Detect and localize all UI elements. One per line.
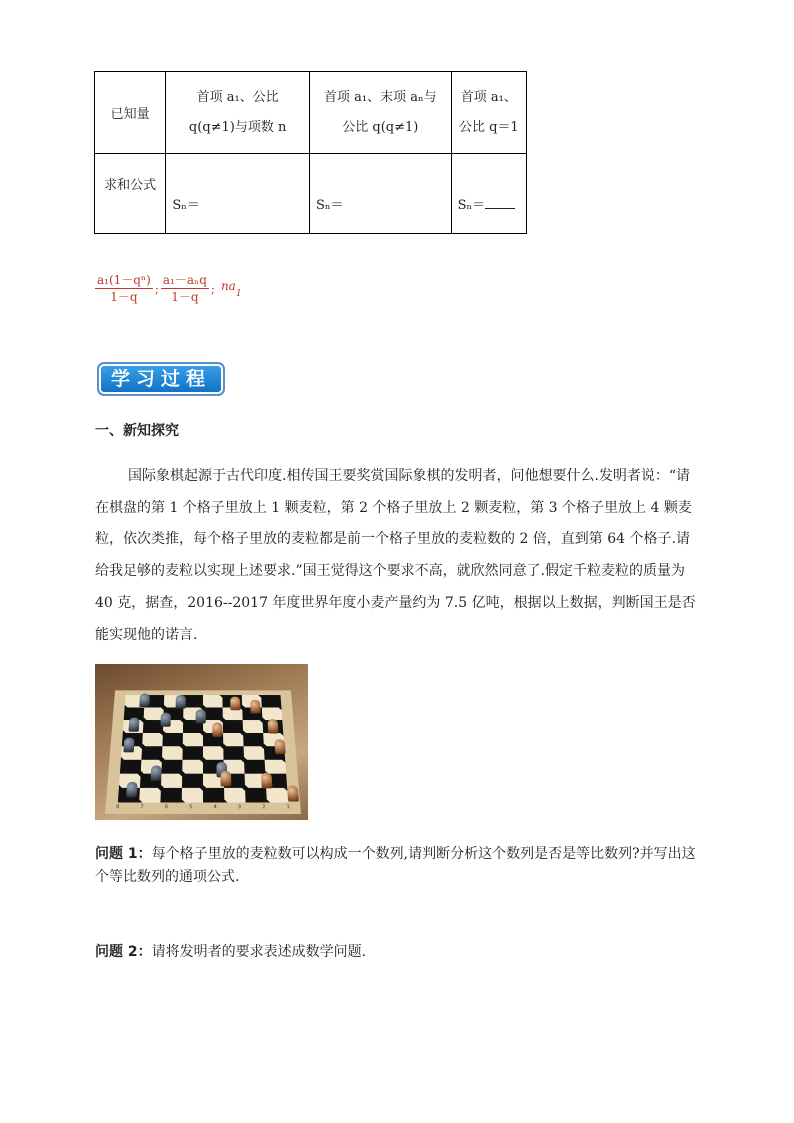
case2-line1: 首项 a₁、末项 aₙ与 — [324, 89, 437, 105]
chess-piece — [274, 739, 285, 754]
section-badge: 学习过程 — [97, 362, 225, 396]
cell-case-last-term — [309, 72, 451, 154]
chessboard-photo — [95, 664, 308, 820]
answer-blank — [485, 196, 515, 209]
chess-piece — [139, 694, 150, 708]
chess-piece — [220, 771, 231, 787]
question-2: 问题 2：请将发明者的要求表述成数学问题. — [95, 944, 367, 960]
answer-fraction-1: $\frac{\text{a₁(1－qⁿ)}}{1-q}$ — [97, 273, 151, 304]
row-label-sum: 求和公式 — [95, 154, 166, 234]
row-label-known: 已知量 — [95, 72, 166, 154]
chess-piece — [230, 697, 240, 711]
chess-piece — [160, 713, 171, 727]
question-1: 问题 1：每个格子里放的麦粒数可以构成一个数列,请判断分析这个数列是否是等比数列?并写出这个等比数列的通项公式. — [95, 846, 696, 885]
chess-piece — [196, 709, 206, 723]
chess-piece — [150, 766, 161, 781]
chess-piece — [123, 738, 134, 753]
case1-line2: q(q≠1)与项数 n — [188, 119, 287, 135]
chess-piece — [267, 719, 278, 733]
chess-piece — [287, 786, 299, 802]
chess-piece — [176, 695, 186, 709]
chess-piece — [128, 718, 139, 732]
sum-cell-2: Sₙ＝ — [309, 154, 451, 234]
case2-line2: 公比 q(q≠1) — [342, 119, 419, 135]
sum-cell-3: Sₙ＝ — [451, 154, 526, 234]
story-paragraph: 国际象棋起源于古代印度.相传国王要奖赏国际象棋的发明者，问他想要什么.发明者说：“请在棋盘的第 1 个格子里放上 1 颗麦粒，第 2 个格子里放上 2 颗麦粒，第 3 个格子里放上 4 颗麦粒，依次类推，每个格子里放的麦粒都是前一个格子里放的麦粒数的 2 倍，直到第 64 个格子.请给我足够的麦粒以实现上述要求.”国王觉得这个要求不高，就欣然同意了.假定千粒麦粒的质量为 40 克，据查，2016--2017 年度世界年度小麦产量约为 7.5 亿吨，根据以上数据，判断国王是否能实现他的诺言. — [95, 468, 696, 643]
sum-cell-1: Sₙ＝ — [166, 154, 310, 234]
section-heading: 一、新知探究 — [95, 423, 179, 439]
case3-line2: 公比 q＝1 — [458, 119, 519, 135]
chess-piece — [212, 723, 222, 737]
board-rank-labels: 8 7 6 5 4 3 2 1 — [115, 804, 291, 811]
answer-na1: $na_1$ — [220, 278, 242, 299]
case3-line1: 首项 a₁、 — [460, 89, 517, 105]
chess-piece — [126, 782, 138, 798]
answer-fraction-2: $\frac{\text{a₁－aₙq}}{1-q}$ — [162, 273, 207, 304]
case1-line1: 首项 a₁、公比 — [196, 89, 279, 105]
chess-piece — [250, 700, 261, 714]
cell-case-general — [166, 72, 310, 154]
chessboard — [105, 690, 301, 814]
chess-piece — [261, 773, 273, 789]
cell-case-q-one — [451, 72, 526, 154]
sum-formula-table — [94, 71, 527, 234]
answer-formulas: $\frac{\text{a₁(1－qⁿ)}}{1-q}$ ; $\frac{\text{a₁－aₙq}}{1-q}$ ; $na_1$ — [97, 273, 242, 304]
